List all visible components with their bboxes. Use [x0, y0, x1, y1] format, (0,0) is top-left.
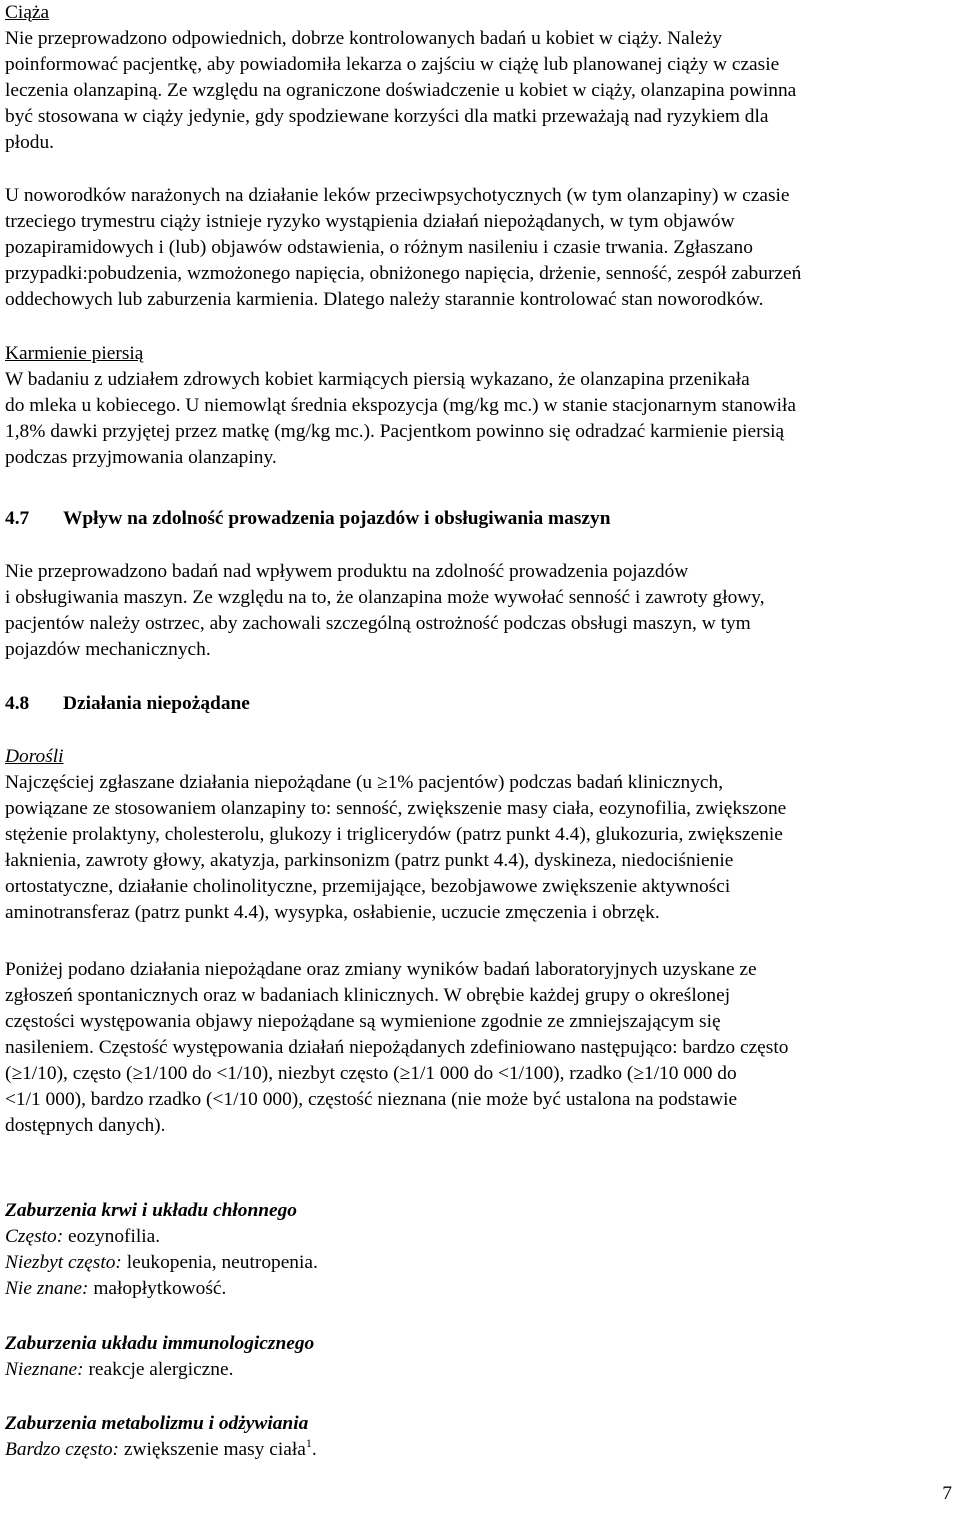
pregnancy-section [5, 0, 796, 156]
adults-heading: Dorośli [5, 746, 64, 767]
paragraph-line: oddechowych lub zaburzenia karmienia. Dlatego należy starannie kontrolować stan noworodków. [5, 289, 764, 310]
frequency-paragraph [5, 957, 788, 1139]
paragraph-line: stężenie prolaktyny, cholesterolu, glukozy i triglicerydów (patrz punkt 4.4), glukozuria, zwiększenie [5, 824, 783, 845]
frequency-label: Nieznane: [5, 1359, 84, 1380]
pregnancy-heading: Ciąża [5, 2, 50, 23]
section-title: Wpływ na zdolność prowadzenia pojazdów i obsługiwania maszyn [63, 508, 611, 529]
paragraph-line: U noworodków narażonych na działanie leków przeciwpsychotycznych (w tym olanzapiny) w czasie [5, 185, 790, 206]
entry-text: reakcje alergiczne. [83, 1359, 234, 1380]
paragraph-line: Najczęściej zgłaszane działania niepożądane (u ≥1% pacjentów) podczas badań klinicznych, [5, 772, 724, 793]
paragraph-line: przypadki:pobudzenia, wzmożonego napięcia, obniżonego napięcia, drżenie, senność, zespół zaburzeń [5, 263, 802, 284]
paragraph-line: trzeciego trymestru ciąży istnieje ryzyko wystąpienia działań niepożądanych, w tym objawów [5, 211, 735, 232]
page-number: 7 [942, 1483, 952, 1504]
paragraph-line: łaknienia, zawroty głowy, akatyzja, parkinsonizm (patrz punkt 4.4), dyskineza, niedociśnienie [5, 850, 734, 871]
paragraph-line: aminotransferaz (patrz punkt 4.4), wysypka, osłabienie, uczucie zmęczenia i obrzęk. [5, 902, 660, 923]
frequency-label: Niezbyt często: [5, 1252, 122, 1273]
breastfeeding-section [5, 341, 796, 471]
breastfeeding-heading: Karmienie piersią [5, 343, 144, 364]
paragraph-line: leczenia olanzapiną. Ze względu na ograniczone doświadczenie u kobiet w ciąży, olanzapina powinna [5, 80, 797, 101]
pregnancy-neonates-paragraph [5, 183, 801, 313]
paragraph-line: i obsługiwania maszyn. Ze względu na to, że olanzapina może wywołać senność i zawroty głowy, [5, 587, 765, 608]
paragraph-line: 1,8% dawki przyjętej przez matkę (mg/kg mc.). Pacjentkom powinno się odradzać karmienie piersią [5, 421, 785, 442]
paragraph-line: pojazdów mechanicznych. [5, 639, 211, 660]
paragraph-line: być stosowana w ciąży jedynie, gdy spodziewane korzyści dla matki przeważają nad ryzykiem dla [5, 106, 769, 127]
frequency-label: Często: [5, 1226, 64, 1247]
group-entry [5, 1276, 318, 1302]
paragraph-line: dostępnych danych). [5, 1115, 166, 1136]
group-title: Zaburzenia krwi i układu chłonnego [5, 1200, 298, 1221]
entry-text: eozynofilia. [63, 1226, 161, 1247]
paragraph-line: podczas przyjmowania olanzapiny. [5, 447, 277, 468]
entry-text: małopłytkowość. [88, 1278, 227, 1299]
paragraph-line: do mleka u kobiecego. U niemowląt średnia ekspozycja (mg/kg mc.) w stanie stacjonarnym stanowiła [5, 395, 797, 416]
paragraph-line: W badaniu z udziałem zdrowych kobiet karmiących piersią wykazano, że olanzapina przenikała [5, 369, 750, 390]
paragraph-line: Nie przeprowadzono badań nad wpływem produktu na zdolność prowadzenia pojazdów [5, 561, 689, 582]
blood-lymphatic-group [5, 1198, 318, 1302]
metabolism-nutrition-group [5, 1411, 317, 1463]
entry-tail: . [311, 1439, 317, 1460]
paragraph-line: pacjentów należy ostrzec, aby zachowali szczególną ostrożność podczas obsługi maszyn, w tym [5, 613, 751, 634]
paragraph-line: nasileniem. Częstość występowania działań niepożądanych zdefiniowano następująco: bardzo często [5, 1037, 789, 1058]
section-title: Działania niepożądane [63, 693, 250, 714]
paragraph-line: pozapiramidowych i (lub) objawów odstawienia, o różnym nasileniu i czasie trwania. Zgłaszano [5, 237, 753, 258]
entry-text: zwiększenie masy ciała [119, 1439, 306, 1460]
paragraph-line: zgłoszeń spontanicznych oraz w badaniach klinicznych. W obrębie każdej grupy o określonej [5, 985, 731, 1006]
group-entry [5, 1224, 318, 1250]
section-4-7-heading [5, 506, 611, 532]
paragraph-line: częstości występowania objawy niepożądane są wymienione zgodnie ze zmniejszającym się [5, 1011, 721, 1032]
section-number: 4.8 [5, 693, 30, 714]
immune-system-group [5, 1331, 314, 1383]
paragraph-line: Poniżej podano działania niepożądane oraz zmiany wyników badań laboratoryjnych uzyskane ze [5, 959, 757, 980]
paragraph-line: płodu. [5, 132, 55, 153]
group-title: Zaburzenia układu immunologicznego [5, 1333, 315, 1354]
paragraph-line: (≥1/10), często (≥1/100 do <1/10), niezbyt często (≥1/1 000 do <1/100), rzadko (≥1/10 000 do [5, 1063, 737, 1084]
entry-text: leukopenia, neutropenia. [121, 1252, 318, 1273]
paragraph-line: <1/1 000), bardzo rzadko (<1/10 000), częstość nieznana (nie może być ustalona na podstawie [5, 1089, 738, 1110]
paragraph-line: poinformować pacjentkę, aby powiadomiła lekarza o zajściu w ciążę lub planowanej ciąży w czasie [5, 54, 780, 75]
section-4-7-paragraph [5, 559, 765, 663]
group-title: Zaburzenia metabolizmu i odżywiania [5, 1413, 309, 1434]
frequency-label: Bardzo często: [5, 1439, 119, 1460]
group-entry [5, 1250, 318, 1276]
footnote-marker: 1 [305, 1436, 312, 1450]
group-entry [5, 1437, 317, 1463]
group-entry [5, 1357, 314, 1383]
paragraph-line: powiązane ze stosowaniem olanzapiny to: senność, zwiększenie masy ciała, eozynofilia, zwiększone [5, 798, 787, 819]
section-4-8-heading [5, 691, 250, 717]
adults-section [5, 744, 786, 926]
paragraph-line: Nie przeprowadzono odpowiednich, dobrze kontrolowanych badań u kobiet w ciąży. Należy [5, 28, 723, 49]
paragraph-line: ortostatyczne, działanie cholinolityczne, przemijające, bezobjawowe zwiększenie aktywności [5, 876, 731, 897]
section-number: 4.7 [5, 508, 30, 529]
frequency-label: Nie znane: [5, 1278, 89, 1299]
